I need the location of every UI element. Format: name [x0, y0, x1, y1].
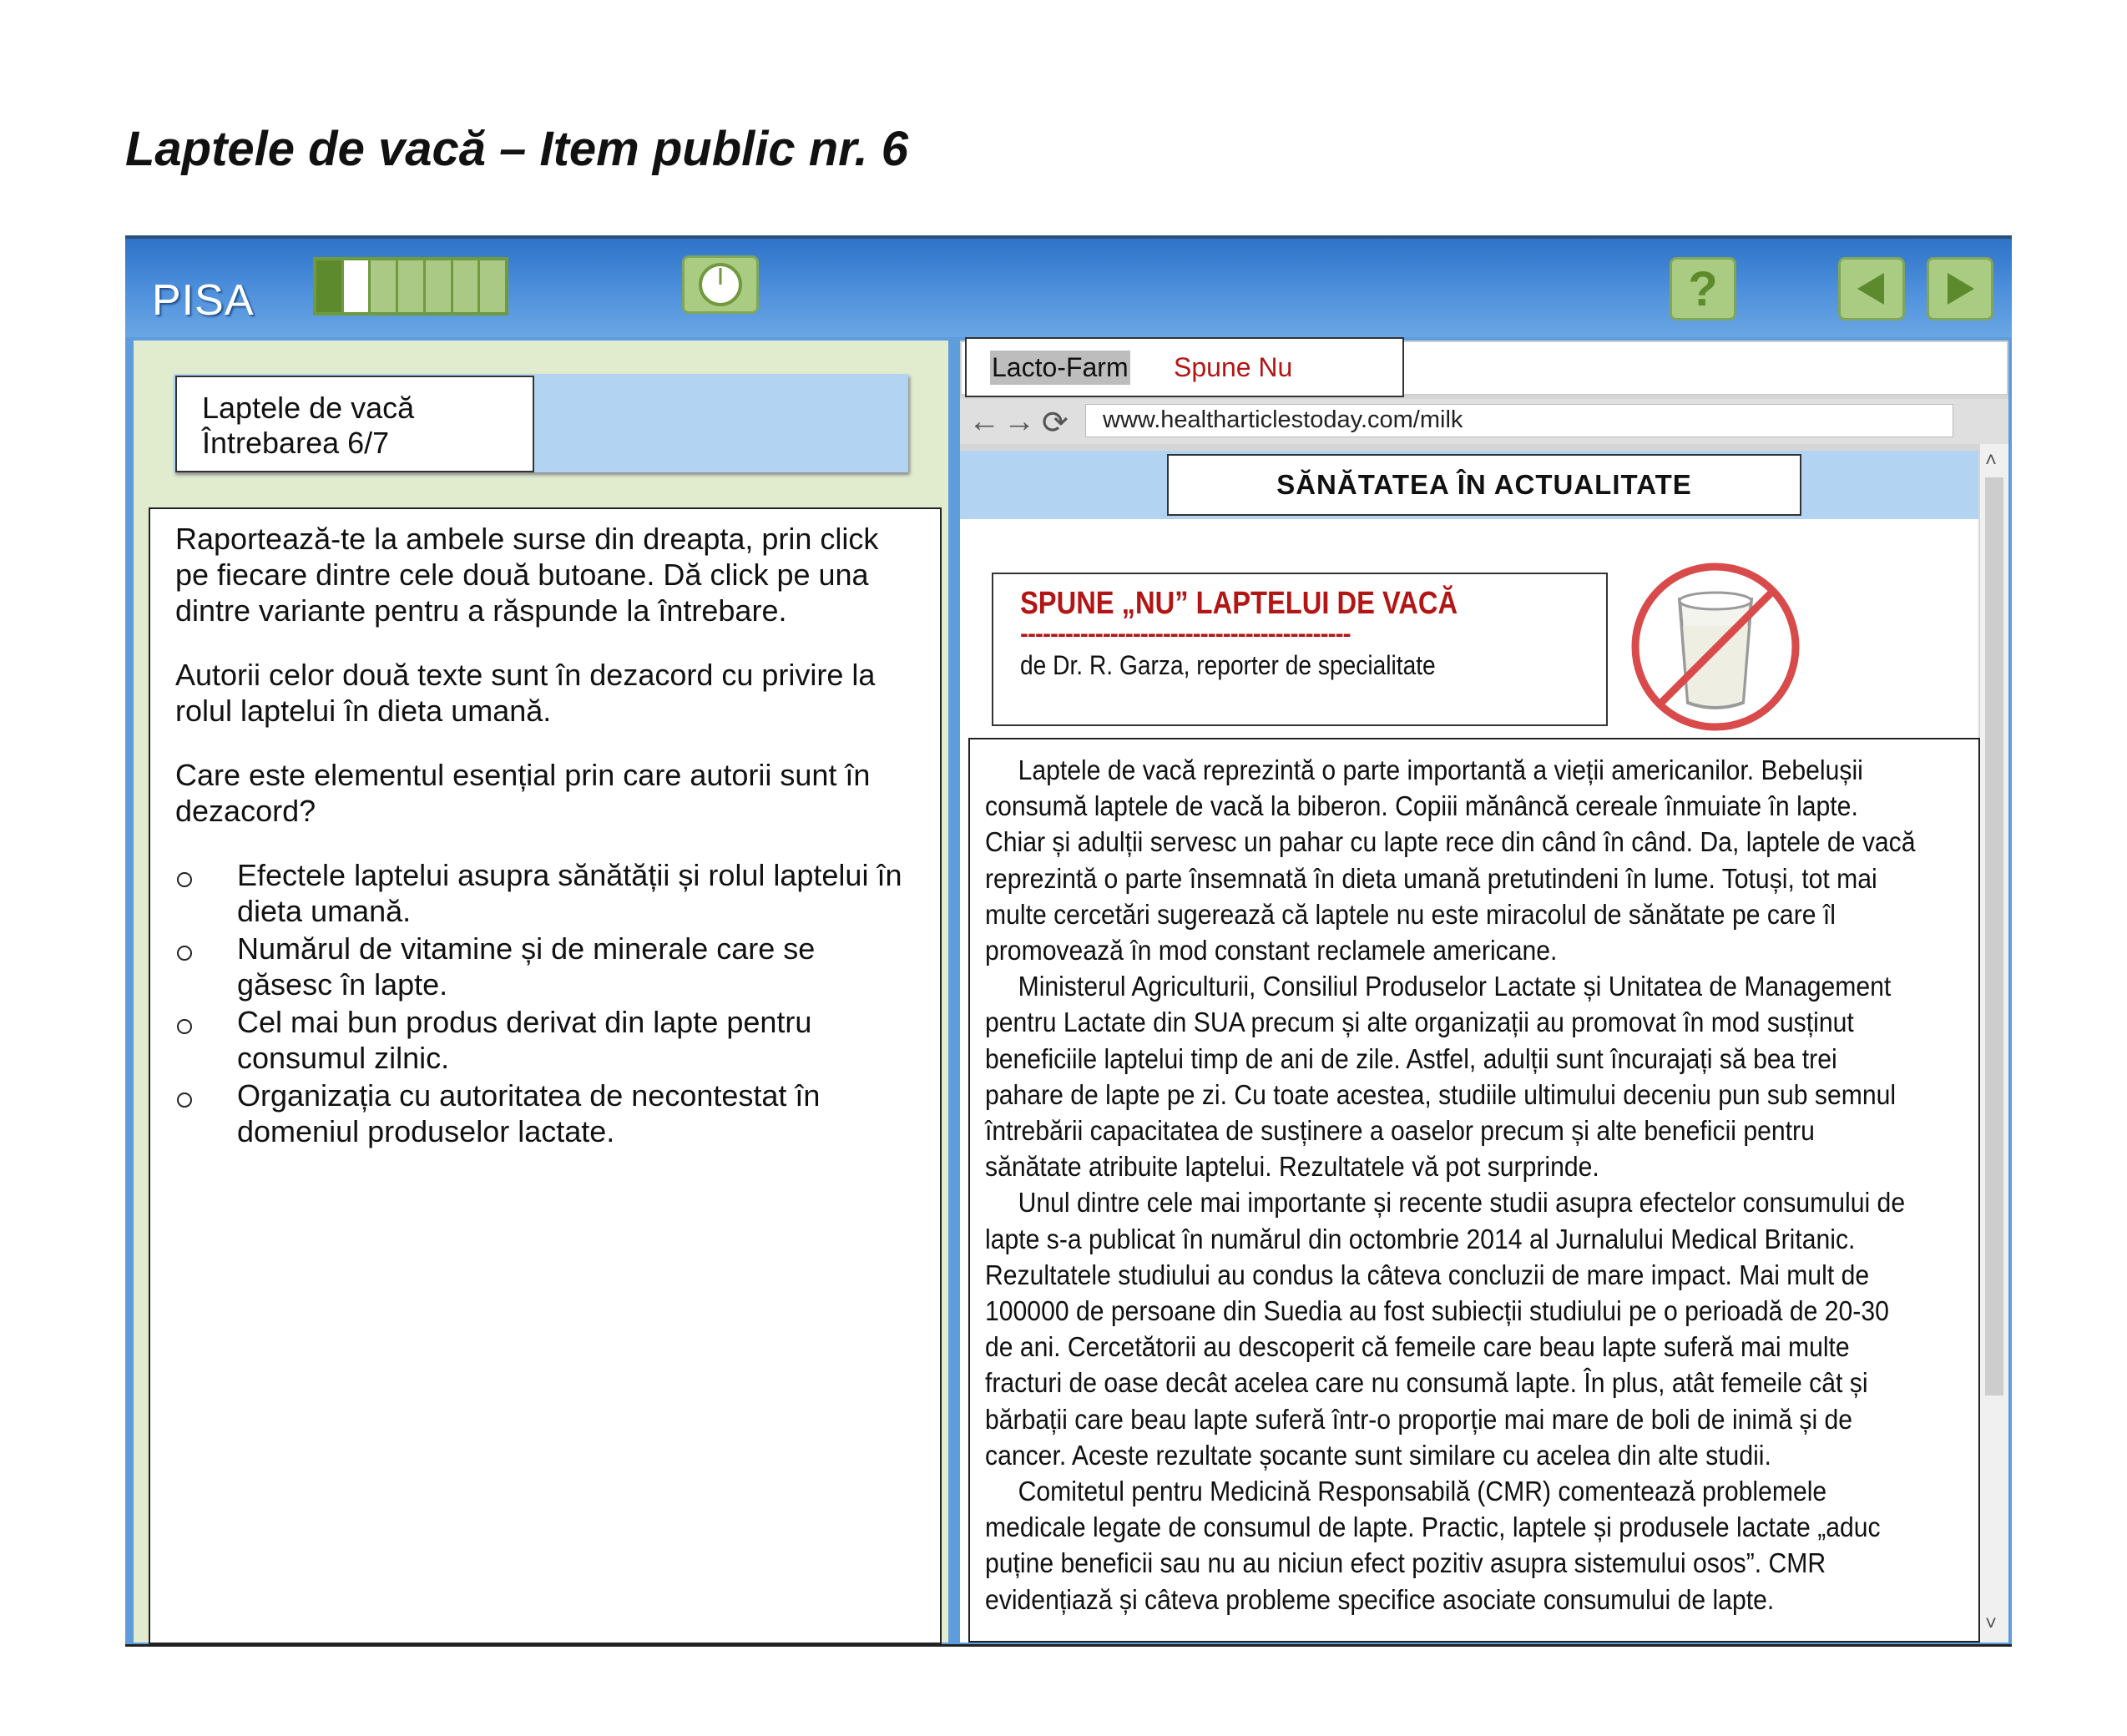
- answer-option[interactable]: [175, 857, 915, 929]
- browser-nav-bar: [960, 399, 2008, 444]
- article-header: [992, 573, 1608, 726]
- article-divider: --------------------------------------------: [1020, 622, 1351, 647]
- article-paragraph: Laptele de vacă reprezintă o parte importantă a vieții americanilor. Bebelușii consumă laptele de vacă la biberon. Copiii mănâncă cereale înmuiate în lapte. Chiar și adulții servesc un pahar cu lapte rece din când în când. Da, laptele de vacă reprezintă o parte însemnată în dieta umană pretutindeni în lume. Totuși, tot mai multe cercetări sugerează că laptele nu este miracolul de sănătate pe care îl promovează în mod constant reclamele americane.: [985, 755, 1916, 967]
- arrow-back-icon[interactable]: ←: [968, 404, 1000, 439]
- no-milk-icon: [1628, 559, 1803, 734]
- article-paragraph: Unul dintre cele mai importante și recente studii asupra efectelor consumului de lapte s-a publicat în numărul din octombrie 2014 al Jurnalului Medical Britanic. Rezultatele studiului au condus la câteva concluzii de mare impact. Mai mult de 100000 de persoane din Suedia au fost subiecții studiului pe o perioadă de 20-30 de ani. Cercetătorii au descoperit că femeile care beau lapte suferă mai multe fracturi de oase decât acelea care nu consumă lapte. În plus, atât femeile cât și bărbații care beau lapte suferă într-o proporție mai mare de boli de inimă și de cancer. Aceste rezultate șocante sunt similare cu acelea din alte studii.: [985, 1188, 1906, 1471]
- progress-bar: [313, 257, 508, 315]
- article-paragraph: Comitetul pentru Medicină Responsabilă (CMR) comentează problemele medicale legate de consumul de lapte. Practic, laptele și produsele lactate „aduc puține beneficii sau nu au niciun efect pozitiv asupra sistemului osos”. CMR evidențiază și câteva probleme specifice asociate consumului de lapte.: [985, 1476, 1881, 1616]
- radio-button[interactable]: [177, 1093, 192, 1108]
- article-paragraph: Ministerul Agriculturii, Consiliul Produselor Lactate și Unitatea de Management pentru Lactate din SUA precum și alte organizații au promovat în mod susținut beneficiile laptelui timp de ani de zile. Astfel, adulții sunt încurajați să bea trei pahare de lapte pe zi. Cu toate acestea, studiile ultimului deceniu pun sub semnul întrebării capacitatea de susținere a oaselor precum și alte beneficii pentru sănătate atribuite laptelui. Rezultatele vă pot surprinde.: [985, 971, 1897, 1183]
- progress-segment: [371, 260, 398, 312]
- pisa-logo: PISA: [152, 276, 255, 325]
- site-title: SĂNĂTATEA ÎN ACTUALITATE: [1167, 454, 1801, 516]
- question-header: [175, 376, 534, 472]
- context-text: Autorii celor două texte sunt în dezacord cu privire la rolul laptelui în dieta umană.: [175, 658, 876, 728]
- timer-button[interactable]: [682, 255, 759, 314]
- article-headline: SPUNE „NU” LAPTELUI DE VACĂ: [1020, 586, 1458, 621]
- source-panel: [960, 341, 2008, 1643]
- radio-button[interactable]: [177, 946, 192, 961]
- article-body: [968, 738, 1980, 1643]
- scroll-thumb[interactable]: [1985, 477, 2003, 1395]
- answer-option[interactable]: [175, 931, 915, 1002]
- pisa-test-window: [125, 235, 2012, 1646]
- page-title: Laptele de vacă – Item public nr. 6: [125, 122, 909, 176]
- article-text: [985, 753, 1917, 1618]
- progress-segment: [453, 260, 481, 312]
- question-content: [149, 507, 942, 1644]
- option-label: Cel mai bun produs derivat din lapte pentru consumul zilnic.: [237, 1005, 812, 1075]
- arrow-left-icon: [1851, 268, 1892, 310]
- reload-icon[interactable]: ⟳: [1042, 406, 1069, 441]
- question-panel: [134, 341, 948, 1643]
- answer-options: [175, 857, 915, 1149]
- answer-option[interactable]: [175, 1004, 915, 1076]
- chevron-up-icon[interactable]: ˄: [1985, 449, 1998, 472]
- progress-segment: [398, 260, 426, 312]
- unit-title: Laptele de vacă: [202, 391, 415, 425]
- answer-option[interactable]: [175, 1077, 915, 1149]
- timer-icon: [697, 261, 744, 308]
- previous-button[interactable]: [1838, 257, 1905, 320]
- arrow-right-icon: [1939, 268, 1981, 310]
- chevron-down-icon[interactable]: ˅: [1985, 1612, 1998, 1635]
- progress-segment: [316, 260, 344, 312]
- radio-button[interactable]: [177, 872, 192, 887]
- tab-lacto-farm[interactable]: Lacto-Farm: [990, 351, 1130, 385]
- progress-segment: [426, 260, 453, 312]
- help-button[interactable]: [1670, 257, 1736, 320]
- question-text: Care este elementul esențial prin care autorii sunt în dezacord?: [175, 758, 871, 828]
- option-label: Efectele laptelui asupra sănătății și rolul laptelui în dieta umană.: [237, 858, 902, 928]
- article-byline: de Dr. R. Garza, reporter de specialitate: [1020, 650, 1436, 680]
- option-label: Numărul de vitamine și de minerale care se găsesc în lapte.: [237, 931, 816, 1002]
- option-label: Organizația cu autoritatea de necontestat în domeniul produselor lactate.: [237, 1078, 821, 1148]
- source-tabs: [965, 337, 1404, 397]
- toolbar: [125, 239, 2012, 337]
- window-bottom-border: [125, 1644, 2012, 1647]
- radio-button[interactable]: [177, 1019, 192, 1034]
- scrollbar[interactable]: [1980, 444, 2008, 1643]
- question-number: Întrebarea 6/7: [202, 426, 390, 460]
- help-icon: ?: [1688, 261, 1718, 316]
- progress-segment: [344, 260, 371, 312]
- instruction-text: Raportează-te la ambele surse din dreapta, prin click pe fiecare dintre cele două butoane. Dă click pe una dintre variante pentru a răspunde la întrebare.: [175, 522, 879, 628]
- next-button[interactable]: [1927, 257, 1993, 320]
- progress-segment: [480, 260, 505, 312]
- arrow-forward-icon[interactable]: →: [1003, 404, 1035, 439]
- tab-spune-nu[interactable]: Spune Nu: [1174, 352, 1293, 382]
- url-field: www.healtharticlestoday.com/milk: [1085, 404, 1953, 437]
- site-banner: [960, 451, 1978, 519]
